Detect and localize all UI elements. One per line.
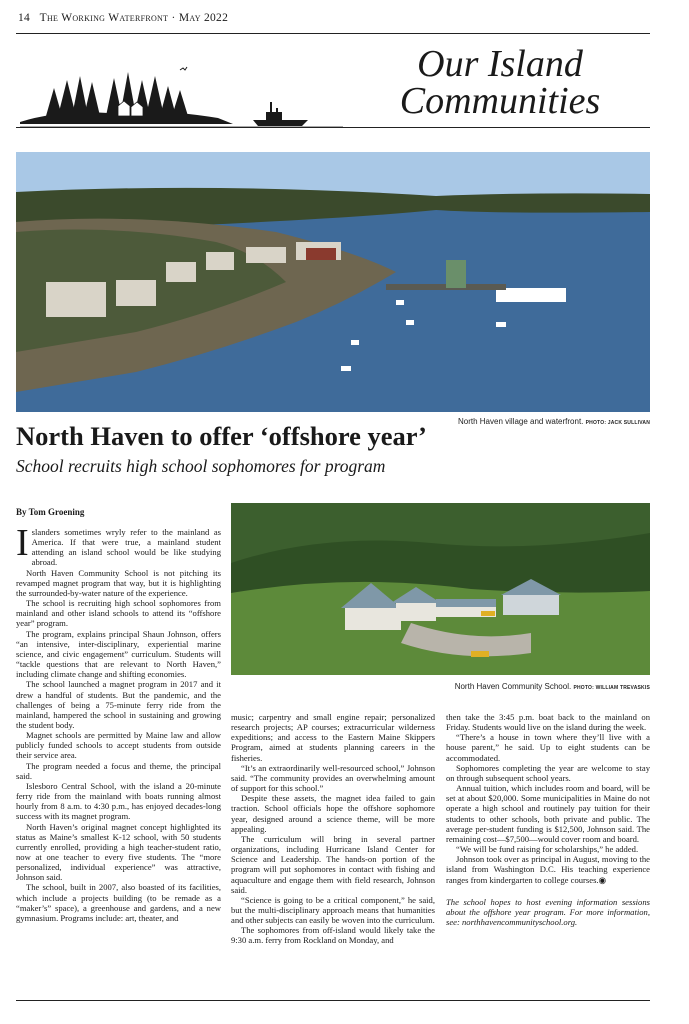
paragraph: “It’s an extraordinarily well-resourced school,” Johnson said. “The community provides an overwhelming amount of support for this school.”	[231, 762, 435, 794]
village-waterfront-photo	[16, 152, 650, 412]
paragraph: The program needed a focus and theme, the principal said.	[16, 760, 221, 781]
section-title: Our Island Communities	[399, 43, 601, 122]
publication-name: The Working Waterfront	[39, 12, 169, 24]
issue-date: May 2022	[178, 12, 229, 24]
article-subhead: School recruits high school sophomores for program	[16, 456, 386, 476]
school-photo	[231, 503, 650, 675]
paragraph: “Science is going to be a critical component,” he said, but the multi-disciplinary approach means that humanities and other subjects can easily be woven into the curriculum.	[231, 894, 435, 926]
banner-rule	[16, 127, 650, 128]
paragraph: North Haven’s original magnet concept highlighted its status as Maine’s smallest K-12 school, with 50 students currently enrolled, providing a high teacher-student ratio, now at one teacher to every five students. The “more personalized, individual experience” was attractive, Johnson said.	[16, 821, 221, 883]
paragraph: Johnson took over as principal in August, moving to the island from Washington D.C. His teaching experience ranges from kindergarten to college courses.◉	[446, 854, 650, 885]
paragraph: Islanders sometimes wryly refer to the mainland as America. If that were true, a mainland student attending an island school would be like studying abroad.	[16, 522, 221, 568]
paragraph: The school, built in 2007, also boasted of its facilities, which include a projects building (to be remade as a “maker’s” space), a greenhouse and gardens, and a new gymnasium. Programs include: art, theater, and	[16, 882, 221, 923]
paragraph: then take the 3:45 p.m. boat back to the mainland on Friday. Students would live on the island during the week.	[446, 712, 650, 733]
paragraph: Magnet schools are permitted by Maine law and allow publicly funded schools to accept students from outside their service area.	[16, 730, 221, 761]
photo2-credit: PHOTO: WILLIAM TREVASKIS	[573, 685, 650, 691]
paragraph: North Haven Community School is not pitching its revamped magnet program that way, but it is highlighting the surrounded-by-water nature of the experience.	[16, 567, 221, 598]
bottom-rule	[16, 1000, 650, 1001]
photo2-caption: North Haven Community School. PHOTO: WILLIAM TREVASKIS	[454, 682, 650, 691]
top-rule	[16, 33, 650, 34]
paragraph: “There’s a house in town where they’ll live with a house parent,” he said. Up to eight students can be accommodated.	[446, 732, 650, 763]
end-mark-icon: ◉	[598, 874, 607, 885]
info-note: The school hopes to host evening information sessions about the offshore year program. For more information, see: northhavencommunityschool.org.	[446, 896, 650, 927]
paragraph: The sophomores from off-island would likely take the 9:30 a.m. ferry from Rockland on Monday, and	[231, 925, 435, 946]
boat-icon	[253, 102, 308, 126]
article-column-1	[16, 522, 221, 923]
paragraph: The school launched a magnet program in 2017 and it drew a handful of students. But the pandemic, and the challenges of being a 75-minute ferry ride from the mainland, hampered the school in sustaining and growing the student body.	[16, 679, 221, 730]
island-logo	[18, 58, 343, 130]
byline: By Tom Groening	[16, 507, 85, 517]
paragraph: Sophomores completing the year are welcome to stay on through subsequent school years.	[446, 762, 650, 783]
running-head	[18, 12, 228, 24]
drop-cap: I	[16, 522, 29, 564]
article-column-2	[231, 712, 435, 946]
article-column-3	[446, 712, 650, 927]
paragraph: Annual tuition, which includes room and board, will be set at about $20,000. Some municipalities in Maine do not operate a high school and routinely pay tuition for their students to other schools, both private and public. The average per-student funding is $12,500, Johnson said. The remaining cost—$7,500—would cover room and board.	[446, 783, 650, 844]
separator-dot: ·	[171, 12, 176, 24]
page-number: 14	[18, 12, 31, 24]
paragraph: The program, explains principal Shaun Johnson, offers “an intensive, inter-disciplinary, experiential marine science, and civic engagement” curriculum. Students will “tackle questions that are relevant to North Haven,” including climate change and shifting economies.	[16, 628, 221, 680]
paragraph: The school is recruiting high school sophomores from mainland and other island schools to attend its “offshore year” program.	[16, 598, 221, 629]
paragraph: The curriculum will bring in several partner organizations, including Hurricane Island Center for Science and Leadership. The hands-on portion of the program will put sophomores in contact with fishing and aquaculture and engage them with field research, Johnson said.	[231, 833, 435, 895]
paragraph: Despite these assets, the magnet idea failed to gain traction. School officials hope the offshore sophomore year, designed around a science theme, will be more appealing.	[231, 793, 435, 834]
paragraph: Islesboro Central School, with the island a 20-minute ferry ride from the mainland with boats running almost hourly from 8 a.m. to 4:30 p.m., has enjoyed decades-long success with its magnet program.	[16, 780, 221, 822]
photo1-credit: PHOTO: JACK SULLIVAN	[585, 420, 650, 426]
photo1-caption: North Haven village and waterfront. PHOTO: JACK SULLIVAN	[457, 417, 650, 426]
article-headline: North Haven to offer ‘offshore year’	[16, 421, 427, 451]
paragraph: music; carpentry and small engine repair; personalized research projects; AP courses; extracurricular wilderness expeditions; and access to the Eastern Maine Skippers Program, aimed at students planning careers in the fisheries.	[231, 712, 435, 763]
paragraph: “We will be fund raising for scholarships,” he added.	[456, 844, 639, 855]
